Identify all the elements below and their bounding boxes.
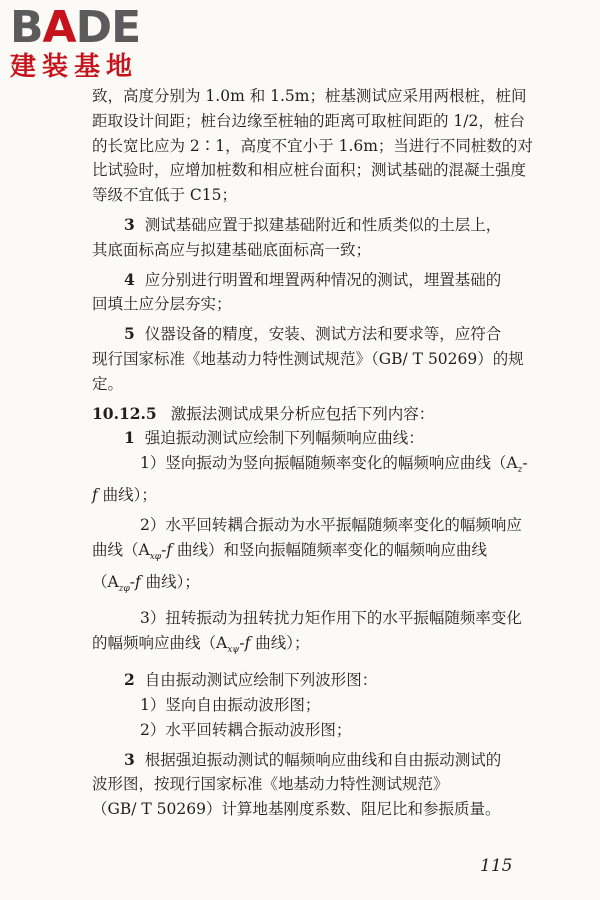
text-line: f 曲线）； [92,486,157,505]
text-line: 定。 [92,374,124,393]
logo-wordmark: BADE [10,2,141,53]
text-line: 等级不宜低于 C15； [92,186,238,205]
sub-item: 1）竖向振动为竖向振幅随频率变化的幅频响应曲线（$A_z-$ [140,454,528,476]
text-line: 距取设计间距；桩台边缘至桩轴的距离可取桩间距的 1/2，桩台 [92,111,525,130]
list-item: 5 仪器设备的精度，安装、测试方法和要求等，应符合 [124,324,502,344]
list-item: 1 强迫振动测试应绘制下列幅频响应曲线： [124,428,424,448]
sub-item: 2）水平回转耦合振动波形图； [140,720,352,739]
section-heading: 10.12.5 激振法测试成果分析应包括下列内容： [92,403,435,423]
list-item: 2 自由振动测试应绘制下列波形图： [124,670,378,690]
sub-item: 1）竖向自由振动波形图； [140,695,321,714]
list-item: 4 应分别进行明置和埋置两种情况的测试，埋置基础的 [124,269,502,289]
text-line: 的长宽比应为 2∶1，高度不宜小于 1.6m；当进行不同桩数的对 [92,136,533,155]
list-item: 3 根据强迫振动测试的幅频响应曲线和自由振动测试的 [124,749,502,769]
text-line: 曲线（$A_{x\varphi}-f$ 曲线）和竖向振幅随频率变化的幅频响应曲线 [92,540,488,562]
list-item: 3 测试基础应置于拟建基础附近和性质类似的土层上， [124,214,502,234]
sub-item: 2）水平回转耦合振动为水平振幅随频率变化的幅频响应 [140,515,522,534]
text-line: （GB/ T 50269）计算地基刚度系数、阻尼比和参振质量。 [92,800,501,819]
text-line: 波形图，按现行国家标准《地基动力特性测试规范》 [92,775,449,794]
text-line: （$A_{z\varphi}-f$ 曲线）； [92,572,200,594]
page-number: 115 [480,856,513,876]
text-line: 现行国家标准《地基动力特性测试规范》（GB/ T 50269）的规 [92,349,524,368]
text-line: 回填土应分层夯实； [92,295,232,314]
sub-item: 3）扭转振动为扭转扰力矩作用下的水平振幅随频率变化 [140,609,522,628]
bade-logo [10,2,141,82]
text-line: 致，高度分别为 1.0m 和 1.5m；桩基测试应采用两根桩，桩间 [92,87,527,105]
text-line: 的幅频响应曲线（$A_{x\psi}-f$ 曲线）； [92,634,310,656]
text-line: 比试验时，应增加桩数和相应桩台面积；测试基础的混凝土强度 [92,161,527,180]
logo-subtitle: 建装基地 [10,52,139,82]
page-body [92,84,533,822]
text-line: 其底面标高应与拟建基础底面标高一致； [92,240,372,259]
